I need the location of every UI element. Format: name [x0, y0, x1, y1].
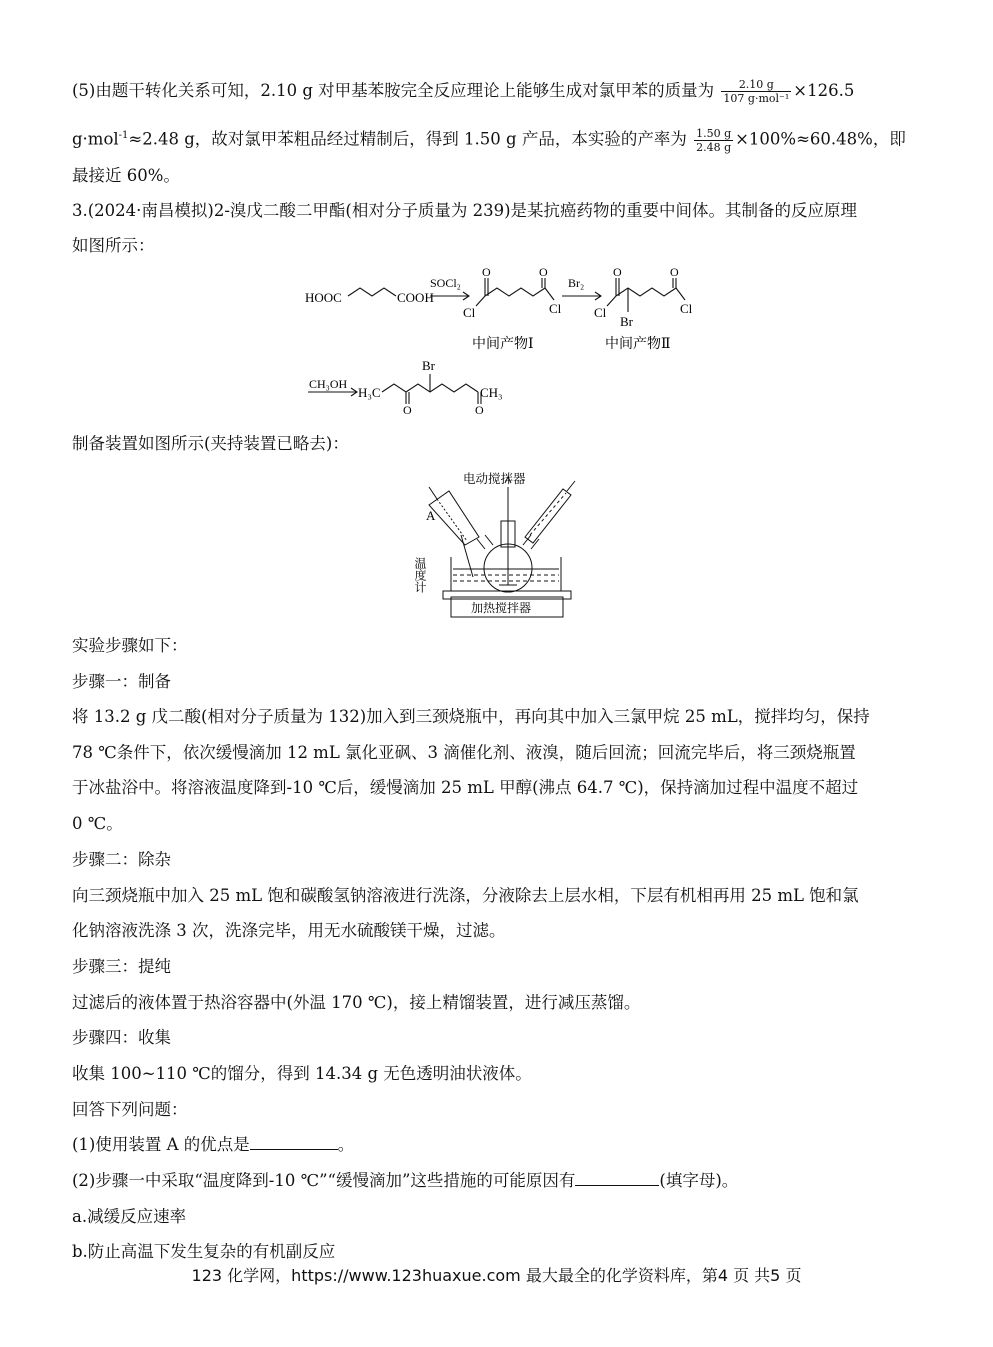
reactant-hooc: HOOC [305, 290, 342, 305]
inter2-cl-right: Cl [680, 301, 693, 316]
page-footer: 123 化学网，https://www.123huaxue.com 最大最全的化学资料库，第4 页 共5 页 [191, 1266, 802, 1285]
reagent-socl2: SOCl₂ [430, 276, 461, 290]
inter1-o-left: O [482, 265, 491, 279]
thermometer-label: 温度计 [413, 557, 427, 593]
reagent-ch3oh: CH₃OH [309, 377, 348, 391]
step3-line-1: 过滤后的液体置于热浴容器中(外温 170 ℃)，接上精馏装置，进行减压蒸馏。 [72, 993, 641, 1012]
answer-intro: 回答下列问题： [72, 1100, 188, 1119]
q5-line-3: 最接近 60%。 [72, 166, 180, 185]
product-o-2: O [475, 403, 484, 417]
step1-line-4: 0 ℃。 [72, 814, 123, 833]
step1-title: 步骤一：制备 [72, 672, 171, 691]
reaction-scheme [300, 266, 720, 416]
option-a: a.减缓反应速率 [72, 1207, 187, 1226]
inter1-label: 中间产物Ⅰ [472, 337, 534, 352]
apparatus-figure [415, 465, 585, 625]
question-2-text: (2)步骤一中采取“温度降到-10 ℃”“缓慢滴加”这些措施的可能原因有 [72, 1171, 576, 1190]
option-b: b.防止高温下发生复杂的有机副反应 [72, 1242, 336, 1261]
q5-line2-tail: ×100%≈60.48%，即 [735, 129, 906, 149]
q3-intro-2: 如图所示： [72, 236, 155, 255]
step2-title: 步骤二：除杂 [72, 850, 171, 869]
q5-line2-b: ≈2.48 g，故对氯甲苯粗品经过精制后，得到 1.50 g 产品，本实验的产率为 [128, 129, 687, 149]
fraction-1-num: 2.10 g [721, 78, 791, 92]
step3-title: 步骤三：提纯 [72, 957, 171, 976]
q5-line2-sup: -1 [118, 130, 129, 141]
step4-title: 步骤四：收集 [72, 1028, 171, 1047]
step1-line-1: 将 13.2 g 戊二酸(相对分子质量为 132)加入到三颈烧瓶中，再向其中加入三氯甲烷 25 mL，搅拌均匀，保持 [72, 707, 870, 726]
q5-line2-a: g·mol [72, 129, 119, 149]
answer-blank-1[interactable] [250, 1133, 338, 1150]
apparatus-intro: 制备装置如图所示(夹持装置已略去)： [72, 434, 349, 453]
inter1-cl-right: Cl [549, 301, 562, 316]
q5-line-2 [72, 124, 906, 154]
reactant-cooh: COOH [397, 290, 434, 305]
question-2-end: (填字母)。 [659, 1171, 739, 1190]
question-1-end: 。 [337, 1135, 355, 1154]
fraction-2-num: 1.50 g [696, 126, 732, 140]
q5-line1-tail: ×126.5 [793, 81, 855, 100]
fraction-2-den: 2.48 g [696, 140, 732, 154]
inter1-cl-left: Cl [463, 305, 476, 320]
question-1 [72, 1133, 354, 1157]
step1-line-3: 于冰盐浴中。将溶液温度降到-10 ℃后，缓慢滴加 25 mL 甲醇(沸点 64.7 ℃)，保持滴加过程中温度不超过 [72, 778, 859, 797]
product-h3c: H₃C [358, 385, 381, 400]
step2-line-2: 化钠溶液洗涤 3 次，洗涤完毕，用无水硫酸镁干燥，过滤。 [72, 921, 506, 940]
q5-line-1 [72, 78, 854, 105]
question-2 [72, 1169, 738, 1193]
inter2-cl-left: Cl [594, 305, 607, 320]
inter2-o-right: O [670, 265, 679, 279]
funnel-a-label: A [426, 508, 436, 523]
step2-line-1: 向三颈烧瓶中加入 25 mL 饱和碳酸氢钠溶液进行洗涤，分液除去上层水相，下层有机相再用 25 mL 饱和氯 [72, 886, 859, 905]
inter2-o-left: O [613, 265, 622, 279]
product-o-1: O [403, 403, 412, 417]
heater-label: 加热搅拌器 [471, 601, 532, 615]
step1-line-2: 78 ℃条件下，依次缓慢滴加 12 mL 氯化亚砜、3 滴催化剂、液溴，随后回流；回流完毕后，将三颈烧瓶置 [72, 743, 856, 762]
fraction-2 [694, 127, 733, 154]
inter1-o-right: O [539, 265, 548, 279]
fraction-1 [721, 78, 791, 105]
reagent-br2: Br₂ [568, 276, 585, 290]
stirrer-label: 电动搅拌器 [463, 472, 526, 486]
steps-intro: 实验步骤如下： [72, 636, 188, 655]
step4-line-1: 收集 100~110 ℃的馏分，得到 14.34 g 无色透明油状液体。 [72, 1064, 532, 1083]
q5-line1-text: (5)由题干转化关系可知，2.10 g 对甲基苯胺完全反应理论上能够生成对氯甲苯的质量为 [72, 81, 715, 100]
product-br: Br [422, 358, 435, 373]
fraction-1-den: 107 g·mol⁻¹ [723, 92, 790, 105]
product-ch3: CH₃ [480, 385, 503, 400]
question-1-text: (1)使用装置 A 的优点是 [72, 1135, 250, 1154]
answer-blank-2[interactable] [575, 1169, 659, 1186]
inter2-label: 中间产物Ⅱ [605, 337, 671, 352]
q3-intro-1: 3.(2024·南昌模拟)2-溴戊二酸二甲酯(相对分子质量为 239)是某抗癌药物的重要中间体。其制备的反应原理 [72, 201, 858, 220]
inter2-br: Br [620, 314, 633, 329]
